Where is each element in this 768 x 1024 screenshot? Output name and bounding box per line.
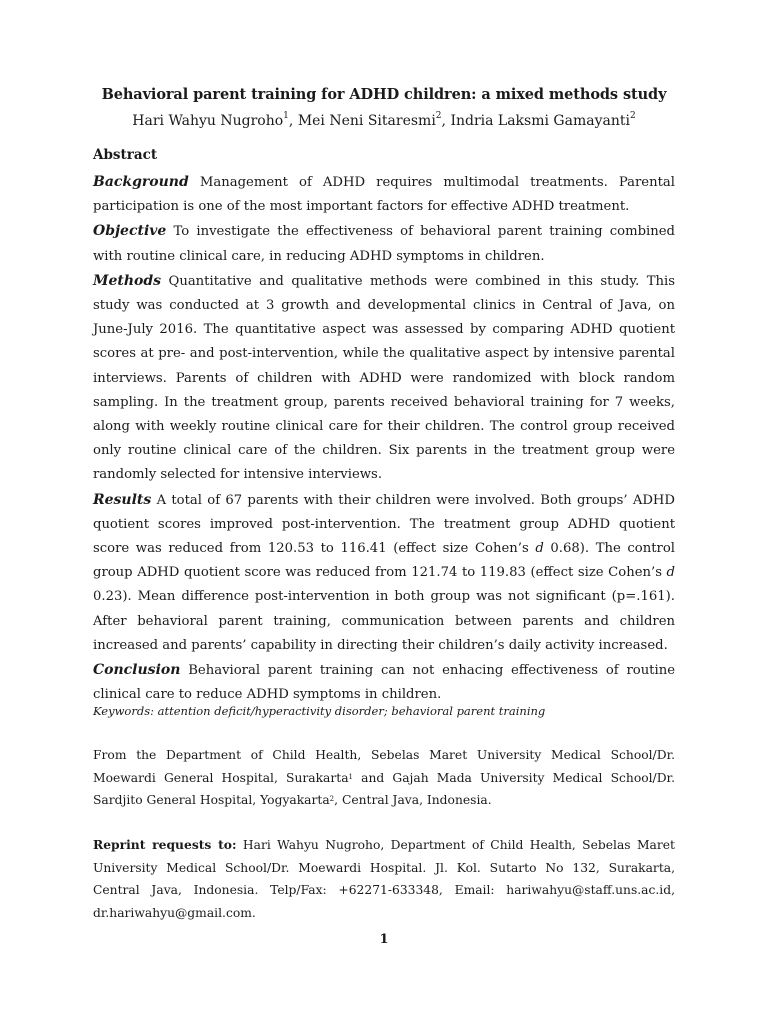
section-label: Results — [93, 491, 152, 508]
section-label: Objective — [93, 223, 167, 240]
section-text: Management of ADHD requires multimodal treatments. Parental participation is one of the most important factors for effective ADHD treatment. — [93, 175, 675, 215]
section-text: Quantitative and qualitative methods were combined in this study. This study was conducted at 3 growth and developmental clinics in Central of Java, on June-July 2016. The quantitative aspect was assessed by comparing ADHD quotient scores at pre- and post-intervention, while the qualitative aspect by intensive parental interviews. Parents of children with ADHD were randomized with block random sampling. In the treatment group, parents received behavioral training for 7 weeks, along with weekly routine clinical care for their children. The control group received only routine clinical care of the children. Six parents in the treatment group were randomly selected for intensive interviews. — [93, 273, 675, 483]
reprint-requests — [93, 834, 675, 924]
abstract-objective — [93, 219, 675, 268]
effect-size-symbol: d — [666, 565, 675, 581]
section-label: Methods — [93, 272, 162, 289]
section-text: To investigate the effectiveness of behavioral parent training combined with routine clinical care, in reducing ADHD symptoms in children. — [93, 224, 675, 264]
affiliation-text: From the Department of Child Health, Sebelas Maret University Medical School/Dr. Moewardi General Hospital, Surakarta — [93, 748, 675, 785]
author-list — [0, 113, 768, 129]
author-affiliation-marker: 2 — [435, 111, 442, 121]
section-label: Background — [93, 174, 189, 190]
author-name: Mei Neni Sitaresmi — [297, 113, 436, 129]
abstract-results — [93, 488, 675, 658]
affiliation-marker: 2 — [329, 795, 335, 804]
section-text: 0.23). Mean difference post-intervention in both group was not significant (p=.161). After behavioral parent training, communication between parents and children increased and parents’ capability in directing their children’s daily activity increased. — [93, 589, 675, 653]
section-label: Conclusion — [93, 662, 181, 679]
reprint-label: Reprint requests to: — [93, 837, 237, 852]
section-text: Behavioral parent training can not enhacing effectiveness of routine clinical care to reduce ADHD symptoms in children. — [93, 663, 675, 703]
author-separator: , — [441, 113, 451, 129]
author-affiliation-marker: 1 — [283, 111, 289, 121]
effect-size-symbol: d — [535, 541, 544, 557]
abstract-background — [93, 170, 675, 219]
paper-title: Behavioral parent training for ADHD children: a mixed methods study — [101, 86, 667, 103]
abstract-conclusion — [93, 658, 675, 707]
affiliation-text: , Central Java, Indonesia. — [334, 793, 492, 808]
page-number: 1 — [379, 932, 389, 947]
abstract-heading: Abstract — [93, 147, 158, 163]
abstract-methods — [93, 269, 675, 488]
affiliation-marker: 1 — [348, 772, 353, 781]
affiliation-paragraph — [93, 744, 675, 812]
affiliation-text: and Gajah Mada University Medical School/Dr. Sardjito General Hospital, Yogyakarta — [93, 770, 675, 808]
section-text: A total of 67 parents with their children were involved. Both groups’ ADHD quotient scores improved post-intervention. The treatment group ADHD quotient score was reduced from 120.53 to 116.41 (effect size Cohen’s — [93, 492, 675, 557]
section-text: 0.68). The control group ADHD quotient score was reduced from 121.74 to 119.83 (effect size Cohen’s — [93, 541, 675, 581]
reprint-text: Hari Wahyu Nugroho, Department of Child Health, Sebelas Maret University Medical School/Dr. Moewardi Hospital. Jl. Kol. Sutarto No 132, Surakarta, Central Java, Indonesia. Telp/Fax: +62271-633348, Email: hariwahyu@staff.uns.ac.id, dr.hariwahyu@gmail.com. — [93, 838, 675, 920]
author-name: Hari Wahyu Nugroho — [132, 113, 284, 129]
author-separator: , — [288, 113, 298, 129]
keywords-line: Keywords: attention deficit/hyperactivity disorder; behavioral parent training — [93, 704, 546, 718]
author-affiliation-marker: 2 — [629, 111, 636, 121]
abstract-body — [93, 170, 675, 707]
author-name: Indria Laksmi Gamayanti — [450, 113, 630, 129]
